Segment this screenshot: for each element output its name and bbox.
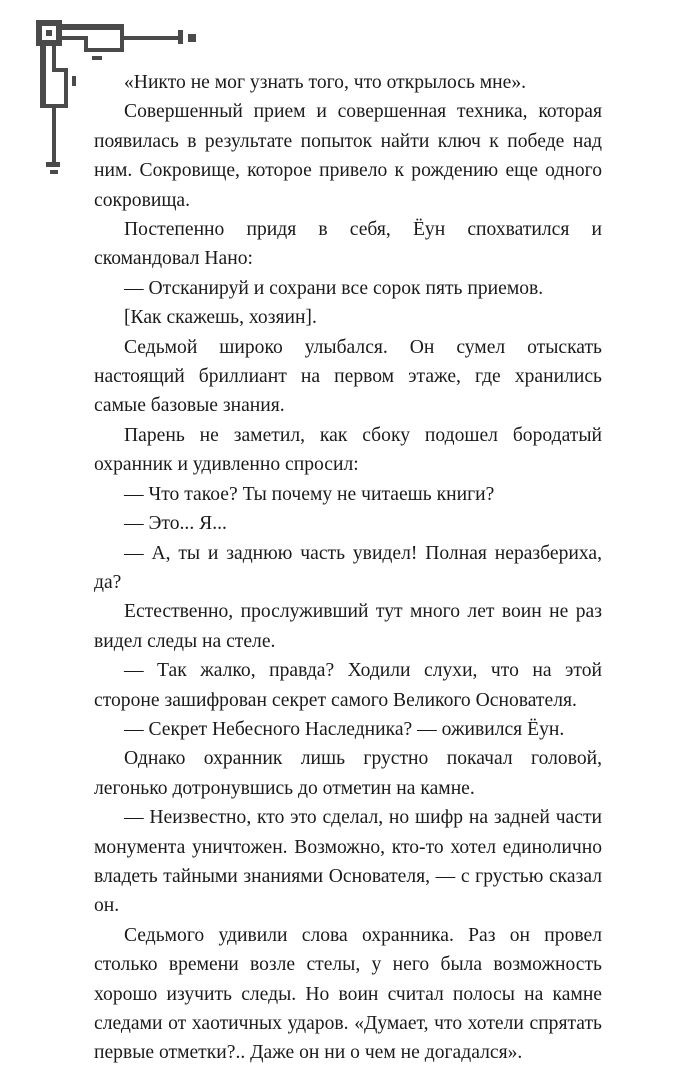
paragraph: Седьмой широко улыбался. Он сумел отыскать настоящий бриллиант на первом этаже, где хранились самые базовые знания. [94,336,602,417]
paragraph: «Никто не мог узнать того, что открылось мне». [124,72,527,93]
paragraph: — Отсканируй и сохрани все сорок пять приемов. [124,277,544,299]
paragraph: Совершенный прием и совершенная техника, которая появилась в результате попыток найти ключ к победе над ним. Сокровище, которое привело к рождению еще одного сокровища. [94,101,602,211]
paragraph: — Секрет Небесного Наследника? — оживился Ёун. [124,718,565,740]
paragraph: — Это... Я... [124,513,227,535]
paragraph: Парень не заметил, как сбоку подошел бородатый охранник и удивленно спросил: [94,424,602,476]
paragraph: Однако охранник лишь грустно покачал головой, легонько дотронувшись до отметин на камне. [94,748,602,799]
paragraph: — Неизвестно, кто это сделал, но шифр на задней части монумента уничтожен. Возможно, кто-то хотел единолично владеть тайными знаниями Основателя, — с грустью сказал он. [94,807,602,917]
paragraph: Постепенно придя в себя, Ёун спохватился и скомандовал Нано: [94,219,602,270]
paragraph: — Что такое? Ты почему не читаешь книги? [124,483,495,505]
body-text [94,68,602,1068]
paragraph: — Так жалко, правда? Ходили слухи, что на этой стороне зашифрован секрет самого Великого Основателя. [94,660,602,711]
paragraph: Седьмого удивили слова охранника. Раз он провел столько времени возле стелы, у него была возможность хорошо изучить следы. Но воин считал полосы на камне следами от хаотичных ударов. «Думает, что хотели спрятать первые отметки?.. Даже он ни о чем не догадался». [94,924,602,1064]
paragraph: Естественно, прослуживший тут много лет воин не раз видел следы на стеле. [94,601,602,652]
paragraph: — А, ты и заднюю часть увидел! Полная неразбериха, да? [94,542,602,593]
paragraph: [Как скажешь, хозяин]. [124,307,317,329]
